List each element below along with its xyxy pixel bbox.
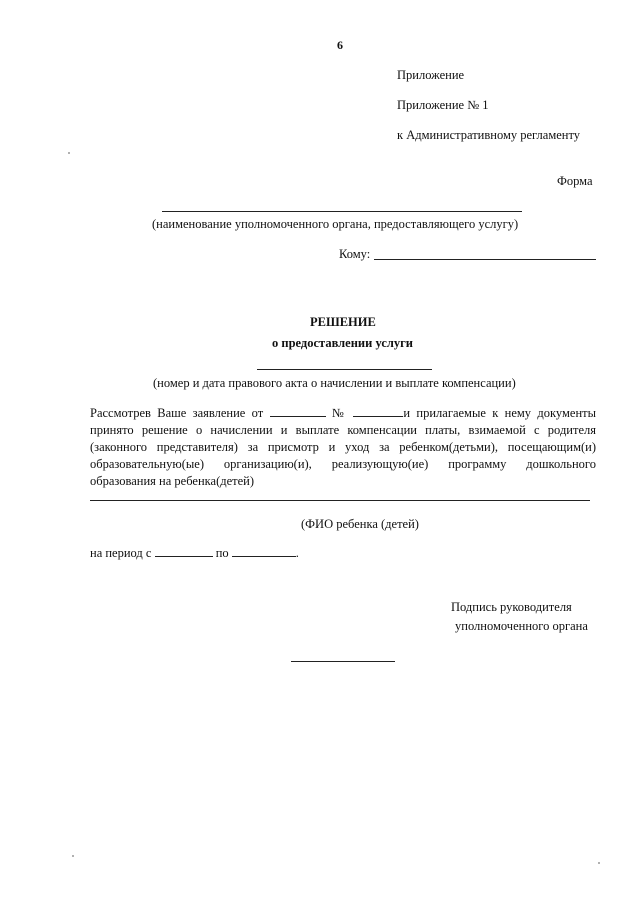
application-number-blank xyxy=(353,405,403,417)
form-label: Форма xyxy=(557,174,593,188)
header-appendix: Приложение xyxy=(397,68,465,82)
signature-line xyxy=(291,661,395,662)
recipient-line xyxy=(374,259,596,260)
signature-title-2: уполномоченного органа xyxy=(455,619,588,633)
body-line-2: принято решение о начислении и выплате компенсации платы, взимаемой с родителя xyxy=(90,423,596,437)
body-line-4: образовательную(ые) организацию(и), реализующую(ие) программу дошкольного xyxy=(90,457,596,471)
authority-caption: (наименование уполномоченного органа, предоставляющего услугу) xyxy=(152,217,519,231)
authority-name-line xyxy=(162,211,522,212)
period-start-blank xyxy=(155,545,213,557)
period-end-blank xyxy=(232,545,296,557)
signature-title-1: Подпись руководителя xyxy=(451,600,572,614)
scan-speck xyxy=(598,862,600,864)
child-caption: (ФИО ребенка (детей) xyxy=(301,517,419,531)
scan-speck xyxy=(68,152,70,154)
decision-subtitle: о предоставлении услуги xyxy=(272,336,414,350)
decision-body xyxy=(90,405,596,490)
act-number-line xyxy=(257,369,432,370)
body-line-3: (законного представителя) за присмотр и уход за ребенком(детьми), посещающим(и) xyxy=(90,440,596,454)
application-date-blank xyxy=(270,405,326,417)
period-to-label: по xyxy=(215,546,229,560)
decision-title: РЕШЕНИЕ xyxy=(310,315,376,329)
page-number: 6 xyxy=(337,38,343,52)
child-name-line xyxy=(90,500,590,501)
body-line-5: образования на ребенка(детей) xyxy=(90,474,255,488)
period-label: на период с xyxy=(90,546,152,560)
period-row xyxy=(90,545,299,561)
act-caption: (номер и дата правового акта о начислении и выплате компенсации) xyxy=(153,376,516,390)
scan-speck xyxy=(72,855,74,857)
period-end-dot: . xyxy=(295,546,299,560)
recipient-label: Кому: xyxy=(339,247,371,261)
header-appendix-number: Приложение № 1 xyxy=(397,98,489,112)
body-line-1: Рассмотрев Ваше заявление от № и прилагаемые к нему документы xyxy=(90,406,596,420)
header-regulation: к Административному регламенту xyxy=(397,128,581,142)
